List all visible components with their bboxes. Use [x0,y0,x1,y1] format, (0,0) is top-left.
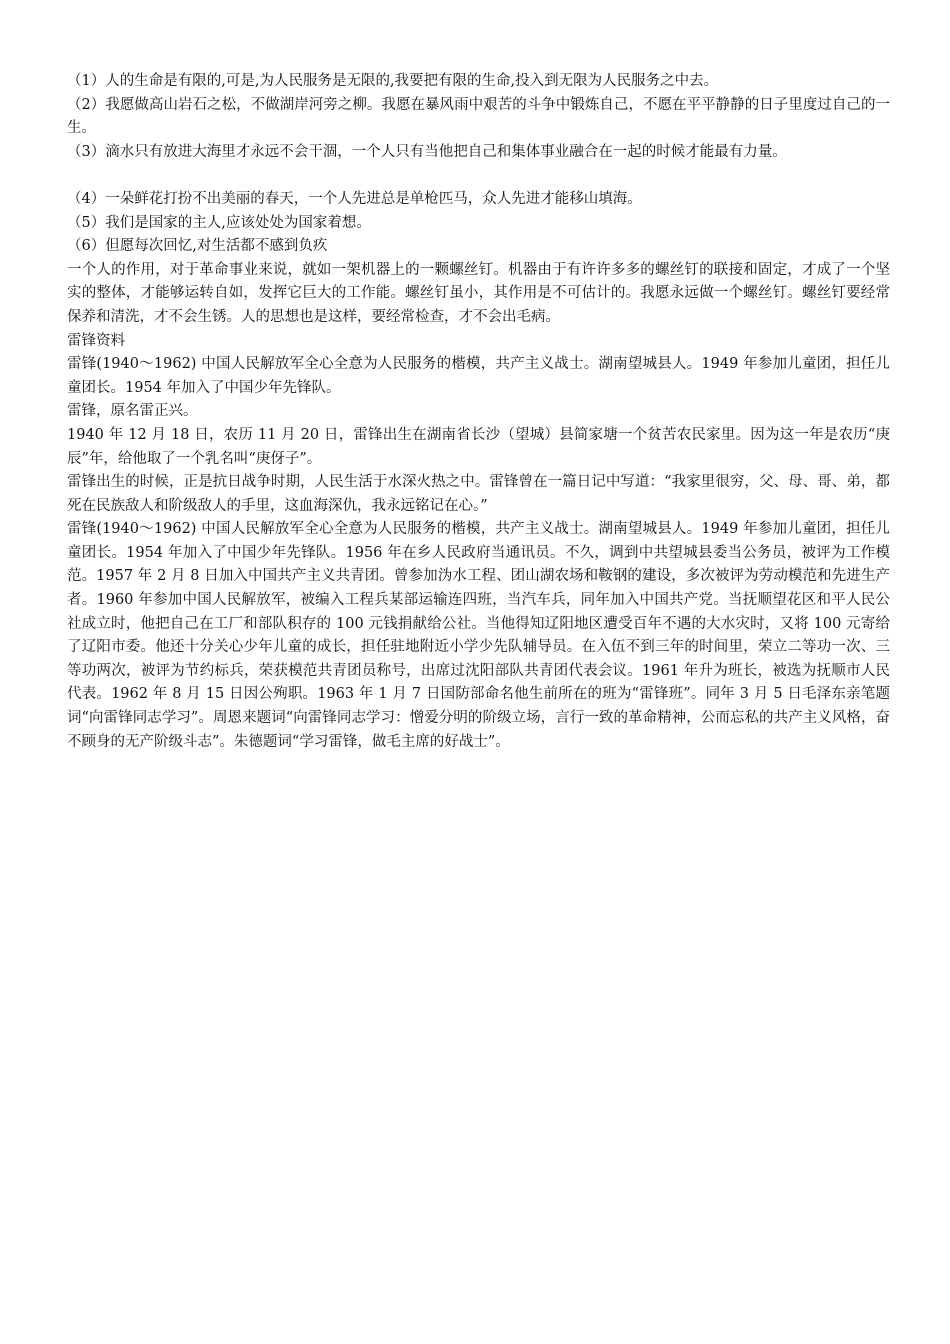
quote-3: （3）滴水只有放进大海里才永远不会干涸，一个人只有当他把自己和集体事业融合在一起的时候才能最有力量。 [67,143,787,160]
birth-paragraph: 1940 年 12 月 18 日，农历 11 月 20 日，雷锋出生在湖南省长沙（望城）县简家塘一个贫苦农民家里。因为这一年是农历“庚辰”年，给他取了一个乳名叫“庚伢子”。 [67,426,890,467]
childhood-paragraph: 雷锋出生的时候，正是抗日战争时期，人民生活于水深火热之中。雷锋曾在一篇日记中写道：“我家里很穷，父、母、哥、弟，都死在民族敌人和阶级敌人的手里，这血海深仇，我永远铭记在心。” [67,474,890,514]
blank-line [67,164,890,188]
section-title: 雷锋资料 [67,332,125,349]
original-name-paragraph: 雷锋，原名雷正兴。 [67,403,198,420]
screw-paragraph: 一个人的作用，对于革命事业来说，就如一架机器上的一颗螺丝钉。机器由于有许许多多的螺丝钉的联接和固定，才成了一个坚实的整体，才能够运转自如，发挥它巨大的工作能。螺丝钉虽小，其作用是不可估计的。我愿永远做一个螺丝钉。螺丝钉要经常保养和清洗，才不会生锈。人的思想也是这样，要经常检查，才不会出毛病。 [67,261,890,325]
quote-1: （1）人的生命是有限的,可是,为人民服务是无限的,我要把有限的生命,投入到无限为人民服务之中去。 [67,73,719,89]
quote-5: （5）我们是国家的主人,应该处处为国家着想。 [67,214,371,231]
document-page [67,70,890,754]
bio-full-paragraph: 雷锋(1940～1962) 中国人民解放军全心全意为人民服务的楷模，共产主义战士。湖南望城县人。1949 年参加儿童团，担任儿童团长。1954 年加入了中国少年先锋队。1956 年在乡人民政府当通讯员。不久，调到中共望城县委当公务员，被评为工作模范。1957 年 2 月 8 日加入中国共产主义共青团。曾参加沩水工程、团山湖农场和鞍钢的建设，多次被评为劳动模范和先进生产者。1960 年参加中国人民解放军，被编入工程兵某部运输连四班，当汽车兵，同年加入中国共产党。当抚顺望花区和平人民公社成立时，他把自己在工厂和部队积存的 100 元钱捐献给公社。当他得知辽阳地区遭受百年不遇的大水灾时，又将 100 元寄给了辽阳市委。他还十分关心少年儿童的成长，担任驻地附近小学少先队辅导员。在入伍不到三年的时间里，荣立二等功一次、三等功两次，被评为节约标兵，荣获模范共青团员称号，出席过沈阳部队共青团代表会议。1961 年升为班长，被选为抚顺市人民代表。1962 年 8 月 15 日因公殉职。1963 年 1 月 7 日国防部命名他生前所在的班为“雷锋班”。同年 3 月 5 日毛泽东亲笔题词“向雷锋同志学习”。周恩来题词“向雷锋同志学习：憎爱分明的阶级立场，言行一致的革命精神，公而忘私的共产主义风格，奋不顾身的无产阶级斗志”。朱德题词“学习雷锋，做毛主席的好战士”。 [67,521,890,750]
bio-intro-paragraph: 雷锋(1940～1962) 中国人民解放军全心全意为人民服务的楷模，共产主义战士。湖南望城县人。1949 年参加儿童团，担任儿童团长。1954 年加入了中国少年先锋队。 [67,356,890,396]
quote-4: （4）一朵鲜花打扮不出美丽的春天，一个人先进总是单枪匹马，众人先进才能移山填海。 [67,190,642,207]
quote-2: （2）我愿做高山岩石之松，不做湖岸河旁之柳。我愿在暴风雨中艰苦的斗争中锻炼自己，不愿在平平静静的日子里度过自己的一生。 [67,96,890,137]
quote-6: （6）但愿每次回忆,对生活都不感到负疚 [67,238,328,255]
